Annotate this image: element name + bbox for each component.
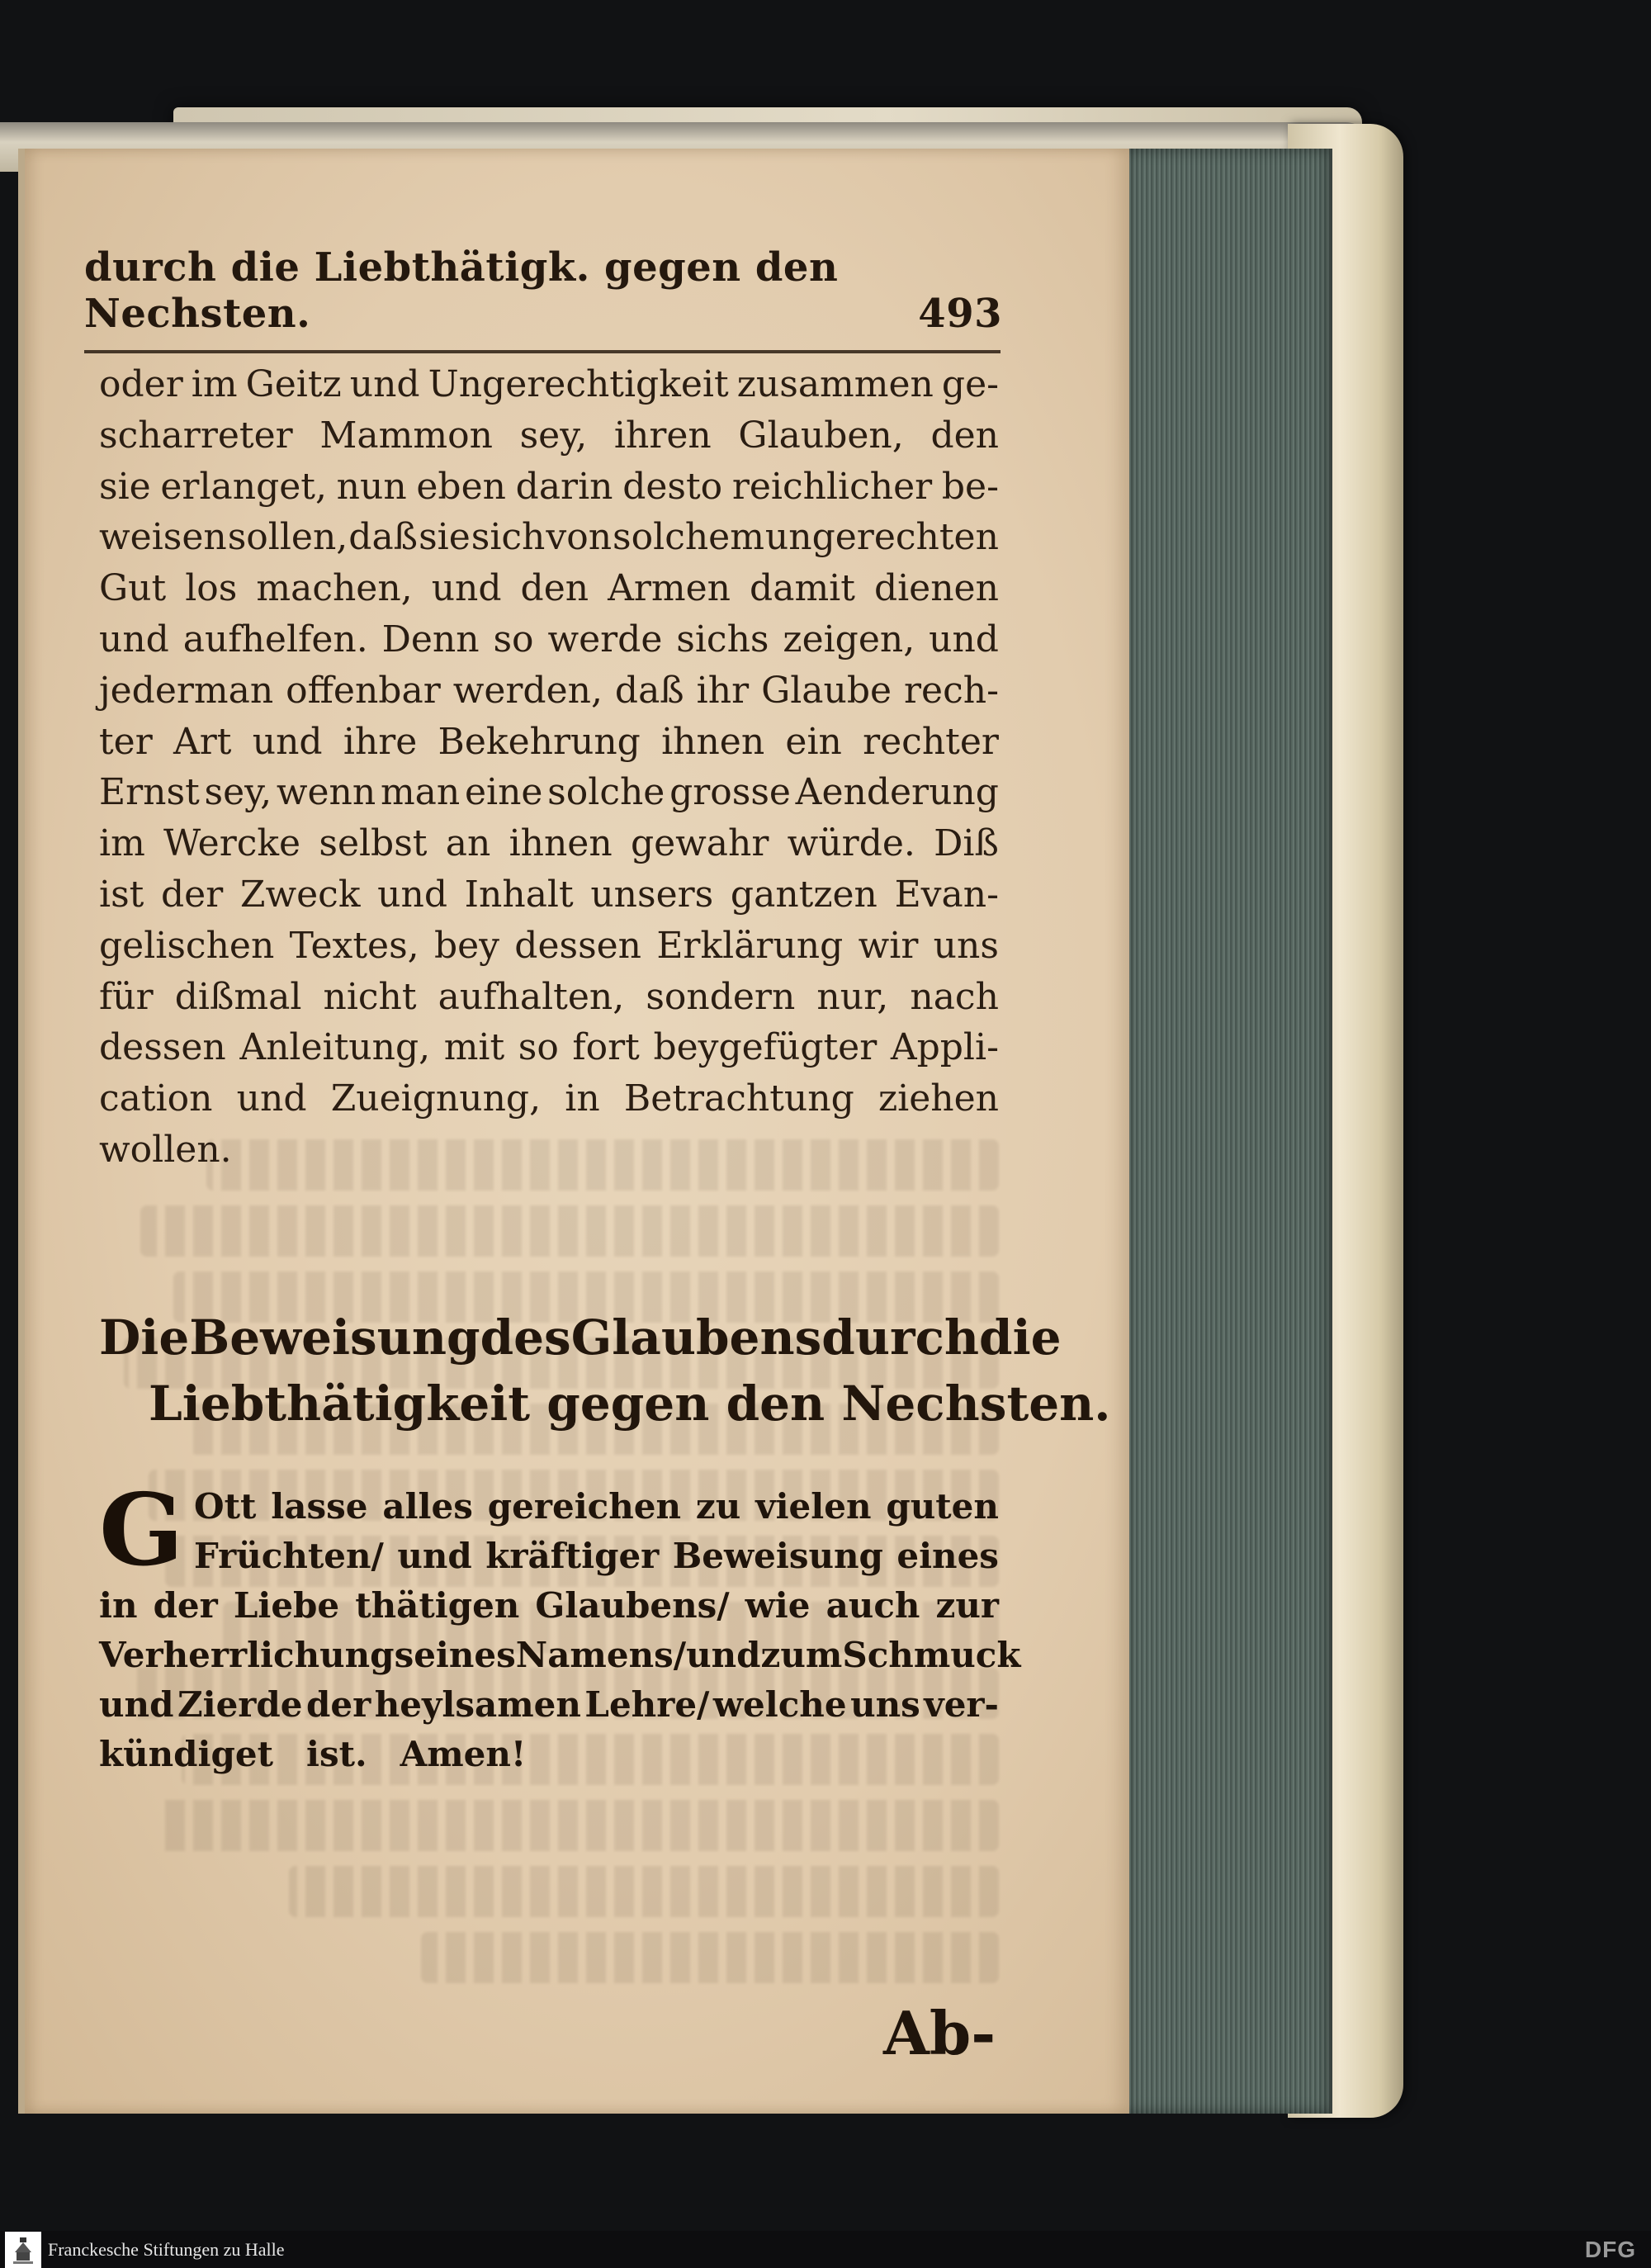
word: kräftiger: [485, 1536, 660, 1576]
prayer-paragraph: [99, 1472, 1021, 1779]
word: der: [306, 1684, 371, 1725]
heading-line-2: Liebthätigkeit gegen den Nechsten.: [149, 1375, 1111, 1432]
heading-word: des: [480, 1309, 571, 1366]
text-line: [99, 512, 999, 563]
word: eines: [896, 1536, 999, 1576]
word: gantzen: [730, 873, 878, 916]
word: eben: [416, 465, 506, 508]
word: und: [929, 618, 999, 661]
text-line: [99, 767, 999, 818]
word: solchem: [613, 516, 764, 559]
word: nicht: [323, 975, 417, 1018]
word: Bekehrung: [438, 720, 641, 763]
book-page: [18, 149, 1129, 2114]
word: ist.: [305, 1734, 367, 1774]
text-line: [99, 410, 999, 462]
francke-foundation-logo-icon: [5, 2232, 41, 2268]
word: daß: [614, 669, 684, 712]
word: der: [153, 1585, 218, 1626]
word: Ernst: [99, 771, 200, 814]
prayer-line: [99, 1680, 999, 1730]
word: ver-: [924, 1684, 999, 1725]
word: selbst: [319, 822, 428, 865]
word: aufhalten,: [438, 975, 625, 1018]
word: Gut: [99, 567, 167, 610]
word: Armen: [608, 567, 731, 610]
section-heading: [99, 1304, 1111, 1437]
word: reichlicher: [731, 465, 933, 508]
word: fort: [572, 1026, 640, 1069]
word: lasse: [271, 1486, 368, 1527]
word: ein: [785, 720, 842, 763]
word: dißmal: [174, 975, 302, 1018]
text-line: [99, 869, 999, 921]
word: Lehre/: [584, 1684, 710, 1725]
word: werden,: [452, 669, 603, 712]
text-line: [99, 818, 999, 869]
word: Glaubens/: [535, 1585, 730, 1626]
word: sondern: [646, 975, 796, 1018]
heading-word: durch: [821, 1309, 980, 1366]
word: gelischen: [99, 924, 275, 967]
word: Evan-: [894, 873, 999, 916]
word: zu: [695, 1486, 741, 1527]
text-line: [99, 921, 999, 972]
word: nach: [910, 975, 999, 1018]
word: sie: [419, 516, 471, 559]
word: sey,: [204, 771, 272, 814]
word: uns: [850, 1684, 920, 1725]
word: daß: [348, 516, 419, 559]
text-line: [99, 1022, 999, 1073]
word: im: [99, 822, 145, 865]
word: los: [185, 567, 238, 610]
text-line: [99, 717, 999, 768]
word: erlanget,: [160, 465, 327, 508]
word: ihnen: [661, 720, 765, 763]
word: gewahr: [630, 822, 769, 865]
book: [0, 99, 1407, 2118]
word: cation: [99, 1077, 213, 1120]
word: Verherrlichung: [99, 1635, 395, 1675]
dfg-badge: DFG: [1584, 2236, 1636, 2262]
word: zur: [935, 1585, 999, 1626]
prayer-line: [194, 1532, 999, 1581]
word: darin: [515, 465, 613, 508]
word: zusammen: [736, 363, 934, 405]
heading-word: die: [979, 1309, 1062, 1366]
running-head: [84, 244, 1002, 337]
word: zum: [760, 1635, 843, 1675]
word: heylsamen: [374, 1684, 581, 1725]
word: Art: [173, 720, 232, 763]
word: ist: [99, 873, 144, 916]
word: würde.: [787, 822, 915, 865]
heading-line-1: [99, 1304, 1062, 1371]
word: wir: [858, 924, 919, 967]
text-line: [99, 972, 999, 1023]
word: ziehen: [878, 1077, 999, 1120]
word: unsers: [590, 873, 714, 916]
word: den: [930, 414, 999, 457]
word: sie: [99, 465, 151, 508]
word: sich: [471, 516, 546, 559]
word: Textes,: [289, 924, 419, 967]
word: Glaube: [761, 669, 892, 712]
word: so: [518, 1026, 559, 1069]
word: Zierde: [177, 1684, 303, 1725]
word: ihnen: [509, 822, 613, 865]
word: vielen: [755, 1486, 872, 1527]
word: thätigen: [355, 1585, 520, 1626]
word: sollen,: [227, 516, 348, 559]
text-line: [99, 665, 999, 717]
word: machen,: [256, 567, 413, 610]
word: wie: [745, 1585, 811, 1626]
word: grosse: [669, 771, 791, 814]
prayer-line: [99, 1631, 1021, 1680]
word: weisen: [99, 516, 227, 559]
word: so: [493, 618, 534, 661]
word: beygefügter: [653, 1026, 878, 1069]
word: Denn: [381, 618, 480, 661]
word: nun: [336, 465, 407, 508]
word: sey,: [519, 414, 588, 457]
head-rule: [84, 350, 1001, 353]
prayer-line: [99, 1730, 999, 1779]
word: kündiget: [99, 1734, 273, 1774]
page-block-edge: [1119, 149, 1332, 2114]
word: solche: [547, 771, 665, 814]
word: und: [99, 1684, 174, 1725]
word: aufhelfen.: [182, 618, 368, 661]
prayer-line: [194, 1482, 999, 1532]
word: offenbar: [286, 669, 441, 712]
text-line: [99, 1073, 999, 1125]
text-line: [99, 462, 999, 513]
word: Amen!: [400, 1734, 527, 1774]
word: ihr: [696, 669, 750, 712]
word: Früchten/: [194, 1536, 384, 1576]
word: in: [565, 1077, 600, 1120]
word: bey: [433, 924, 499, 967]
word: Beweisung: [672, 1536, 883, 1576]
text-line: [99, 614, 999, 665]
word: guten: [886, 1486, 999, 1527]
word: an: [445, 822, 491, 865]
word: dessen: [514, 924, 642, 967]
catchword: Ab-: [883, 1998, 996, 2068]
word: zeigen,: [783, 618, 915, 661]
word: nur,: [816, 975, 889, 1018]
word: und: [349, 363, 420, 405]
heading-word: Die: [99, 1309, 190, 1366]
word: in: [99, 1585, 138, 1626]
word: und: [431, 567, 502, 610]
word: und: [99, 618, 169, 661]
word: von: [546, 516, 613, 559]
word: ihre: [343, 720, 418, 763]
institution-name: Franckesche Stiftungen zu Halle: [48, 2238, 285, 2260]
word: Aenderung: [795, 771, 999, 814]
word: Erklärung: [656, 924, 844, 967]
word: gereichen: [487, 1486, 682, 1527]
word: Geitz: [245, 363, 342, 405]
word: Namens/: [515, 1635, 687, 1675]
word: auch: [826, 1585, 920, 1626]
word: Schmuck: [842, 1635, 1021, 1675]
word: man: [380, 771, 461, 814]
word: wollen.: [99, 1128, 232, 1171]
word: Zueignung,: [330, 1077, 542, 1120]
body-text: [99, 359, 999, 1176]
running-head-title: durch die Liebthätigk. gegen den Nechsten.: [84, 244, 839, 337]
word: Mammon: [319, 414, 493, 457]
word: Ott: [194, 1486, 257, 1527]
page-number: 493: [918, 291, 1002, 337]
word: Betrachtung: [623, 1077, 854, 1120]
word: Appli-: [890, 1026, 999, 1069]
viewer-footer: [0, 2231, 1651, 2268]
word: ungerechten: [764, 516, 999, 559]
word: desto: [622, 465, 723, 508]
word: ge-: [941, 363, 999, 405]
word: und: [377, 873, 447, 916]
word: Glauben,: [738, 414, 904, 457]
prayer-line: [99, 1581, 999, 1631]
word: Diß: [934, 822, 999, 865]
word: der: [161, 873, 224, 916]
word: den: [520, 567, 589, 610]
footer-institution: [0, 2232, 285, 2268]
heading-word: Glaubens: [570, 1309, 822, 1366]
word: im: [191, 363, 238, 405]
word: Ungerechtigkeit: [428, 363, 729, 405]
word: und: [686, 1635, 761, 1675]
word: seines: [394, 1635, 516, 1675]
text-line: [99, 359, 999, 410]
word: rechter: [863, 720, 999, 763]
word: ter: [99, 720, 153, 763]
word: Wercke: [163, 822, 301, 865]
word: dessen: [99, 1026, 226, 1069]
word: und: [397, 1536, 472, 1576]
word: jederman: [99, 669, 274, 712]
word: scharreter: [99, 414, 293, 457]
word: be-: [941, 465, 999, 508]
word: damit: [750, 567, 855, 610]
word: werde: [547, 618, 663, 661]
word: eine: [464, 771, 543, 814]
word: welche: [712, 1684, 847, 1725]
drop-cap: G: [99, 1472, 184, 1589]
word: Liebe: [233, 1585, 340, 1626]
word: dienen: [873, 567, 999, 610]
word: wenn: [276, 771, 376, 814]
word: uns: [933, 924, 999, 967]
word: für: [99, 975, 154, 1018]
word: mit: [443, 1026, 505, 1069]
word: ihren: [613, 414, 712, 457]
text-line: [99, 1125, 999, 1176]
word: Anleitung,: [239, 1026, 431, 1069]
word: sichs: [676, 618, 769, 661]
word: rech-: [904, 669, 999, 712]
text-line: [99, 563, 999, 614]
word: Inhalt: [464, 873, 574, 916]
word: Zweck: [239, 873, 361, 916]
word: und: [236, 1077, 307, 1120]
word: alles: [382, 1486, 473, 1527]
word: und: [252, 720, 323, 763]
heading-word: Beweisung: [189, 1309, 480, 1366]
word: oder: [99, 363, 183, 405]
